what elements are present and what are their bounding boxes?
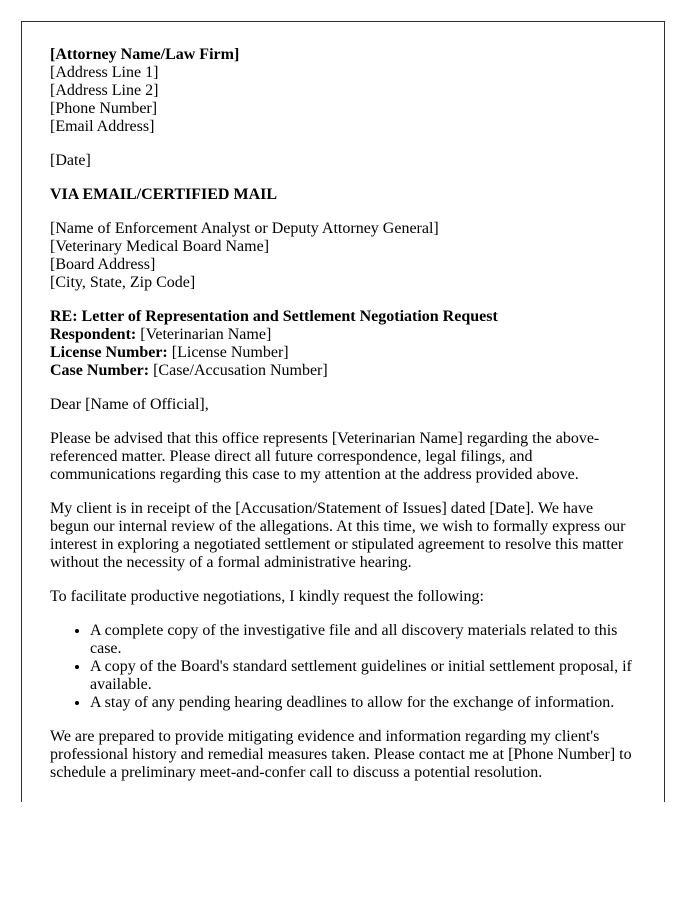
request-list [50, 622, 636, 712]
salutation: Dear [Name of Official], [50, 396, 209, 413]
sender-email: [Email Address] [50, 118, 155, 135]
recipient-board: [Veterinary Medical Board Name] [50, 238, 270, 255]
license-number-value: [License Number] [171, 344, 289, 361]
delivery-method: VIA EMAIL/CERTIFIED MAIL [50, 186, 278, 203]
recipient-block [50, 220, 636, 292]
paragraph-representation: Please be advised that this office represents [Veterinarian Name] regarding the above-referenced matter. Please direct all future correspondence, legal filings, and communications regarding this case to my attention at the address provided above. [50, 430, 600, 483]
sender-address2: [Address Line 2] [50, 82, 159, 99]
re-block [50, 308, 636, 380]
date-line: [Date] [50, 152, 91, 169]
recipient-address: [Board Address] [50, 256, 156, 273]
delivery-method-line [50, 186, 636, 204]
case-number-value: [Case/Accusation Number] [153, 362, 328, 379]
letter-body [21, 21, 665, 802]
case-number-label: Case Number: [50, 362, 150, 379]
respondent-value: [Veterinarian Name] [140, 326, 272, 343]
request-item-settlement-guidelines: • A copy of the Board's standard settlement guidelines or initial settlement proposal, if available. [90, 658, 636, 694]
sender-phone: [Phone Number] [50, 100, 158, 117]
paragraph-settlement-interest: My client is in receipt of the [Accusation/Statement of Issues] dated [Date]. We have begun our internal review of the allegations. At this time, we wish to formally express our interest in exploring a negotiated settlement or stipulated agreement to resolve this matter without the necessity of a formal administrative hearing. [50, 500, 626, 571]
license-number-label: License Number: [50, 344, 168, 361]
recipient-name: [Name of Enforcement Analyst or Deputy Attorney General] [50, 220, 439, 237]
respondent-label: Respondent: [50, 326, 137, 343]
sender-name: [Attorney Name/Law Firm] [50, 46, 240, 63]
re-subject: RE: Letter of Representation and Settlement Negotiation Request [50, 308, 498, 325]
paragraph-mitigating-evidence: We are prepared to provide mitigating evidence and information regarding my client's professional history and remedial measures taken. Please contact me at [Phone Number] to schedule a preliminary meet-and-confer call to discuss a potential resolution. [50, 728, 632, 781]
recipient-city-state-zip: [City, State, Zip Code] [50, 274, 196, 291]
sender-address1: [Address Line 1] [50, 64, 159, 81]
request-item-investigative-file: • A complete copy of the investigative file and all discovery materials related to this case. [90, 622, 636, 658]
sender-block [50, 46, 636, 136]
request-item-hearing-stay: • A stay of any pending hearing deadlines to allow for the exchange of information. [90, 694, 636, 712]
paragraph-request-intro: To facilitate productive negotiations, I kindly request the following: [50, 588, 484, 605]
